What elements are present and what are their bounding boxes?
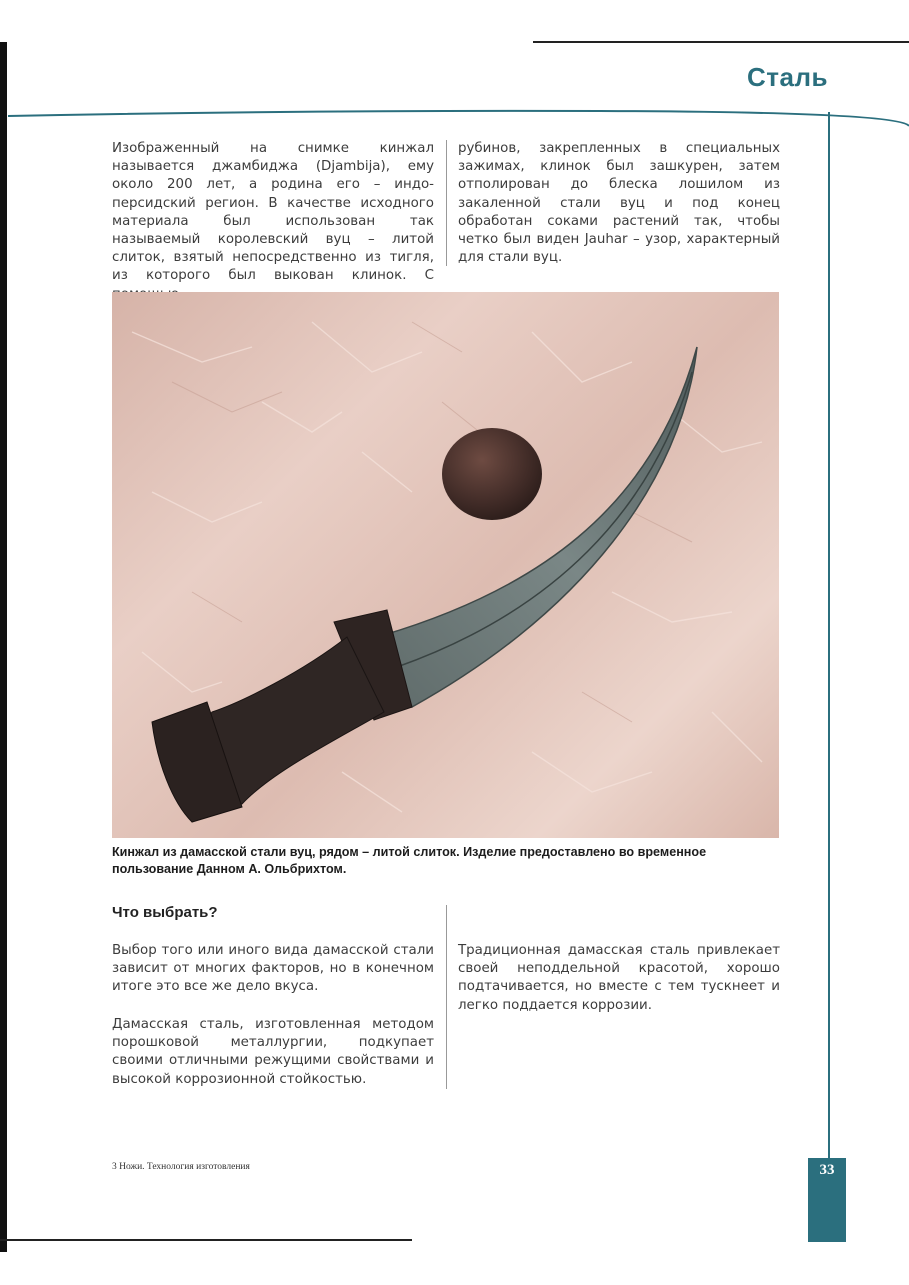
margin-rule [828,112,830,1162]
figure-caption: Кинжал из дамасской стали вуц, рядом – литой слиток. Изделие предоставлено во временное пользование Данном А. Ольбрихтом. [112,845,707,876]
page-number-tab [808,1158,846,1242]
scan-edge-top [533,41,909,43]
scan-edge-bottom [0,1239,412,1241]
header-rule [0,104,909,134]
section-left-paragraph-1: Выбор того или иного вида дамасской стали зависит от многих факторов, но в конечном итоге это все же дело вкуса. [112,943,434,995]
intro-left-paragraph: Изображенный на снимке кинжал называется джамбиджа (Djambija), ему около 200 лет, а родина его – индо-персидский регион. В качестве исходного материала был использован так называемый королевский вуц – литой слиток, взятый непосредственно из тигля, из которого был выкован клинок. С [112,141,434,284]
book-title: 3 Ножи. Технология изготовления [112,1162,250,1172]
section-left-paragraph-2: Дамасская сталь, изготовленная методом порошковой металлургии, подкупает своими отличными режущими свойствами и высокой коррозионной стойкостью. [112,1017,434,1087]
intro-right-paragraph: рубинов, закрепленных в специальных зажимах, клинок был зашкурен, затем отполирован до блеска лошилом из закаленной стали вуц и под конец обработан соками растений так, чтобы четко был виден Jauhar – узор, характерный для стали вуц. [458,141,780,266]
section-right-paragraph: Традиционная дамасская сталь привлекает своей неподдельной красотой, хорошо подтачивается, но вместе с тем тускнеет и легко поддается коррозии. [458,943,780,1013]
scan-edge-left [0,42,7,1252]
column-divider-top [446,140,447,266]
column-divider-bottom [446,905,447,1089]
section-title: Сталь [747,62,828,92]
page-number: 33 [819,1162,835,1178]
section-heading: Что выбрать? [112,904,218,921]
dagger-photo [112,292,779,838]
